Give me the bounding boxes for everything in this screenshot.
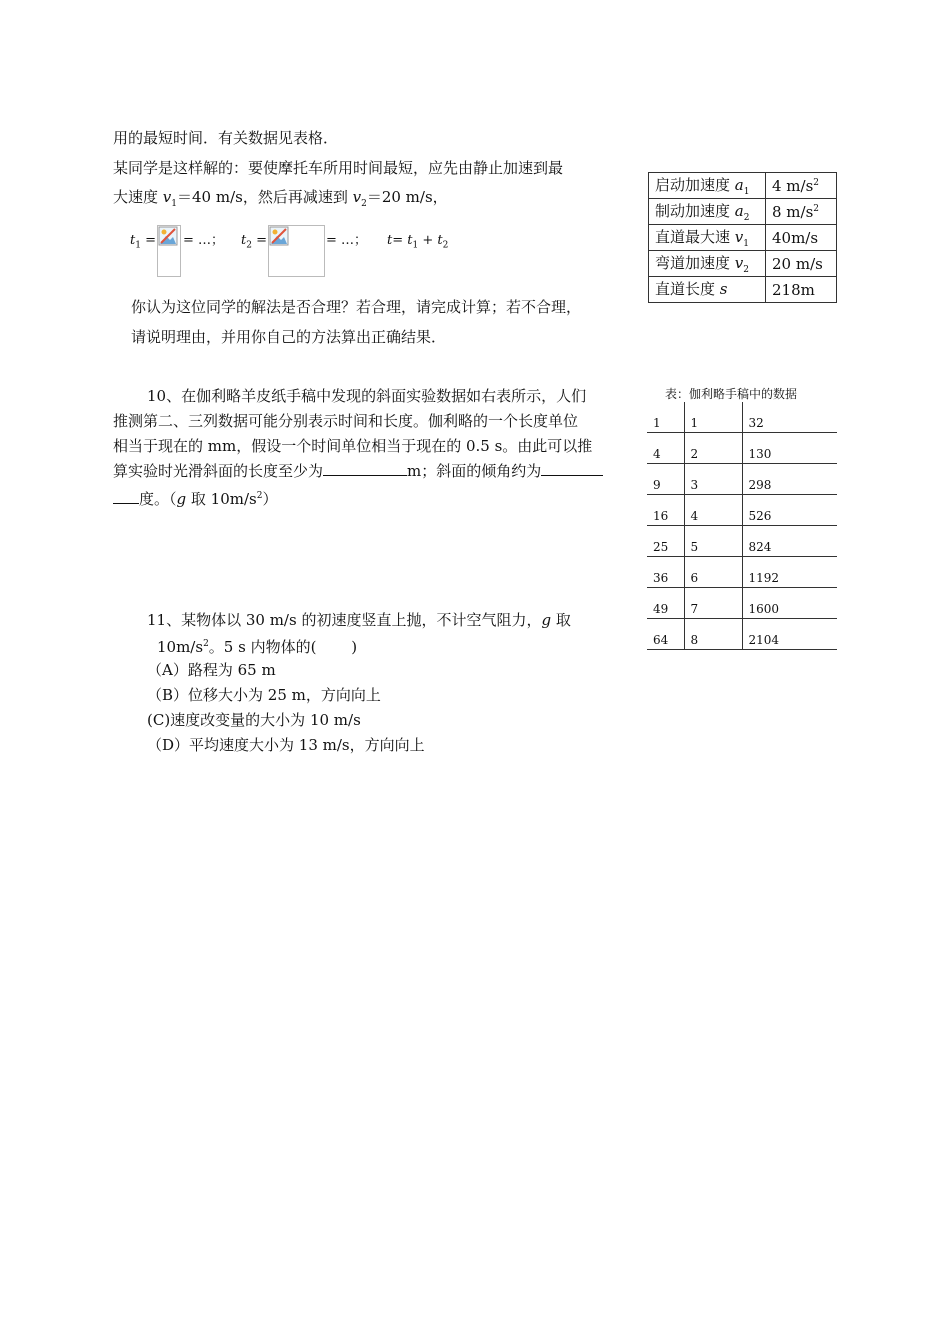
problem9-line5: 你认为这位同学的解法是否合理？若合理，请完成计算；若不合理， xyxy=(131,298,582,316)
parameter-value: 20 m/s xyxy=(772,254,823,273)
table-row xyxy=(647,464,837,495)
subscript: 2 xyxy=(743,265,749,275)
symbol-g: g xyxy=(176,490,187,508)
symbol-t1: t xyxy=(130,233,136,248)
text-segment: ＝20 m/s， xyxy=(366,188,448,206)
table-row xyxy=(647,588,837,619)
parameter-value: 4 m/s xyxy=(772,176,814,195)
parameter-label-cell xyxy=(649,225,766,251)
symbol-v1: v xyxy=(162,188,172,206)
t-sum-equation xyxy=(387,231,448,256)
superscript: 2 xyxy=(256,491,263,501)
parameter-label: 直道长度 xyxy=(655,280,720,298)
subscript: 1 xyxy=(412,240,419,251)
problem10-line3: 相当于现在的 mm，假设一个时间单位相当于现在的 0.5 s。由此可以推 xyxy=(113,437,593,455)
parameter-label-cell xyxy=(649,173,766,199)
t2-ellipsis: = …； xyxy=(326,233,368,248)
table-row xyxy=(647,619,837,650)
answer-blank-length xyxy=(323,461,407,476)
broken-image-icon xyxy=(157,225,181,277)
text-segment: 10m/s xyxy=(157,638,204,656)
option-b: （B）位移大小为 25 m，方向向上 xyxy=(147,686,381,704)
superscript: 2 xyxy=(813,203,820,214)
symbol-t2: t xyxy=(437,233,443,248)
parameter-value-cell xyxy=(766,199,837,225)
option-d: （D）平均速度大小为 13 m/s，方向向上 xyxy=(147,736,425,754)
table-cell: 36 xyxy=(647,557,684,588)
parameters-row xyxy=(649,199,837,225)
subscript: 2 xyxy=(246,240,252,251)
symbol-t2: t xyxy=(241,233,247,248)
table-cell: 8 xyxy=(684,619,742,650)
equals-sign: = xyxy=(251,233,267,248)
parameter-label-cell xyxy=(649,251,766,277)
symbol-t1: t xyxy=(407,233,413,248)
equals-sign: = xyxy=(140,233,156,248)
parameter-symbol: v xyxy=(734,254,744,272)
problem9-line3 xyxy=(113,187,448,214)
parameter-value-cell xyxy=(766,277,837,303)
parameter-value: 218m xyxy=(772,280,815,299)
parameter-symbol: v xyxy=(734,228,744,246)
parameter-value-cell xyxy=(766,251,837,277)
parameters-table-body xyxy=(649,173,837,303)
subscript: 2 xyxy=(361,199,367,209)
problem11-line1 xyxy=(147,610,571,630)
table-cell: 526 xyxy=(742,495,837,526)
problem9-line2: 某同学是这样解的：要使摩托车所用时间最短，应先由静止加速到最 xyxy=(113,159,564,177)
text-segment: 算实验时光滑斜面的长度至少为 xyxy=(113,462,324,480)
subscript: 1 xyxy=(743,239,749,249)
parameter-value-cell xyxy=(766,173,837,199)
table-cell: 32 xyxy=(742,402,837,433)
subscript: 1 xyxy=(743,187,750,197)
table-row xyxy=(647,402,837,433)
superscript: 2 xyxy=(813,177,820,188)
t1-equation-label xyxy=(130,231,156,256)
parameter-value-cell xyxy=(766,225,837,251)
table-row xyxy=(647,495,837,526)
option-c: (C)速度改变量的大小为 10 m/s xyxy=(147,711,361,729)
text-segment: 取 xyxy=(551,611,571,629)
parameter-label: 直道最大速 xyxy=(655,228,735,246)
superscript: 2 xyxy=(203,639,209,649)
subscript: 2 xyxy=(743,213,750,223)
subscript: 1 xyxy=(135,240,141,251)
galileo-data-table xyxy=(647,402,837,650)
parameter-label-cell xyxy=(649,277,766,303)
answer-blank-angle xyxy=(541,461,603,476)
table-cell: 1192 xyxy=(742,557,837,588)
problem10-line5 xyxy=(113,486,277,509)
table-cell: 16 xyxy=(647,495,684,526)
parameter-label: 启动加速度 xyxy=(655,176,735,194)
parameter-symbol: a xyxy=(734,176,744,194)
table-cell: 9 xyxy=(647,464,684,495)
equals-sign: = xyxy=(392,233,408,248)
parameters-row xyxy=(649,173,837,199)
parameters-row xyxy=(649,251,837,277)
parameters-row xyxy=(649,225,837,251)
table-cell: 2104 xyxy=(742,619,837,650)
table-cell: 7 xyxy=(684,588,742,619)
galileo-table-body xyxy=(647,402,837,650)
plus-sign: + xyxy=(418,233,438,248)
table-cell: 2 xyxy=(684,433,742,464)
table-cell: 1600 xyxy=(742,588,837,619)
problem10-line2: 推测第二、三列数据可能分别表示时间和长度。伽利略的一个长度单位 xyxy=(113,412,579,430)
parameter-symbol: a xyxy=(734,202,744,220)
symbol-g: g xyxy=(541,611,552,629)
problem9-line1: 用的最短时间．有关数据见表格． xyxy=(113,129,339,147)
parameter-value: 40m/s xyxy=(772,228,819,247)
parameters-row xyxy=(649,277,837,303)
text-segment: 大速度 xyxy=(113,188,163,206)
table-cell: 3 xyxy=(684,464,742,495)
t1-ellipsis: = …； xyxy=(183,233,225,248)
parameter-label: 弯道加速度 xyxy=(655,254,735,272)
table-row xyxy=(647,526,837,557)
problem10-line4 xyxy=(113,461,603,481)
text-segment: m；斜面的倾角约为 xyxy=(407,462,542,480)
table-cell: 4 xyxy=(647,433,684,464)
parameter-label: 制动加速度 xyxy=(655,202,735,220)
table-cell: 1 xyxy=(684,402,742,433)
parameter-symbol: s xyxy=(719,280,728,298)
symbol-v2: v xyxy=(352,188,362,206)
parameter-value: 8 m/s xyxy=(772,202,814,221)
broken-image-icon xyxy=(268,225,325,277)
text-segment: 度。（ xyxy=(139,490,177,508)
symbol-t: t xyxy=(387,233,393,248)
galileo-table-caption: 表：伽利略手稿中的数据 xyxy=(665,387,798,401)
table-cell: 1 xyxy=(647,402,684,433)
table-cell: 824 xyxy=(742,526,837,557)
text-segment: 。5 s 内物体的( ) xyxy=(208,638,358,656)
table-cell: 5 xyxy=(684,526,742,557)
subscript: 2 xyxy=(442,240,449,251)
table-cell: 6 xyxy=(684,557,742,588)
table-cell: 298 xyxy=(742,464,837,495)
option-a: （A）路程为 65 m xyxy=(147,661,276,679)
parameter-label-cell xyxy=(649,199,766,225)
answer-blank-angle-cont xyxy=(113,489,139,504)
table-row xyxy=(647,557,837,588)
subscript: 1 xyxy=(171,199,177,209)
text-segment: ） xyxy=(262,490,278,508)
table-cell: 25 xyxy=(647,526,684,557)
problem10-line1: 10、在伽利略羊皮纸手稿中发现的斜面实验数据如右表所示，人们 xyxy=(147,387,587,405)
text-segment: ＝40 m/s，然后再减速到 xyxy=(177,188,353,206)
parameters-table xyxy=(648,172,837,303)
problem9-line6: 请说明理由，并用你自己的方法算出正确结果． xyxy=(131,328,447,346)
table-cell: 4 xyxy=(684,495,742,526)
text-segment: 11、某物体以 30 m/s 的初速度竖直上抛，不计空气阻力， xyxy=(147,611,542,629)
table-cell: 130 xyxy=(742,433,837,464)
table-row xyxy=(647,433,837,464)
table-cell: 64 xyxy=(647,619,684,650)
text-segment: 取 10m/s xyxy=(186,490,257,508)
t2-equation-label xyxy=(241,231,267,256)
table-cell: 49 xyxy=(647,588,684,619)
problem11-line2 xyxy=(157,634,357,657)
